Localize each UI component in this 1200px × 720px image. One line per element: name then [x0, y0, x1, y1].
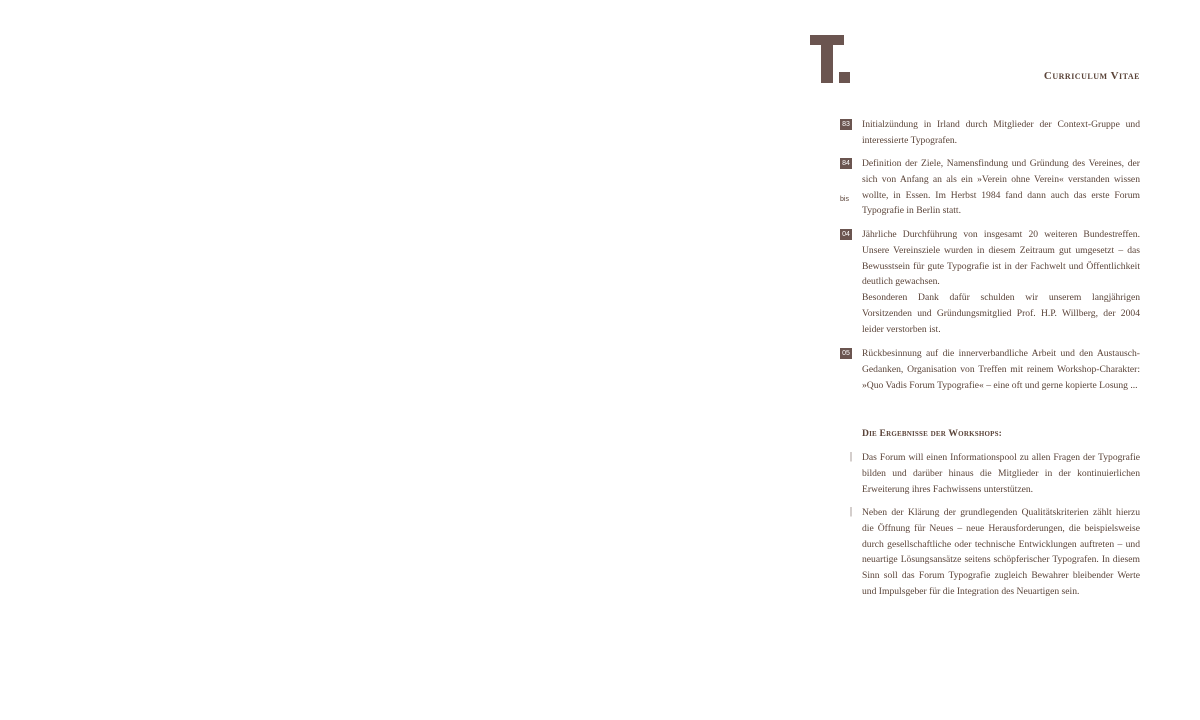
bullet-mark: |	[850, 506, 853, 517]
results-heading: Die Ergebnisse der Workshops:	[862, 428, 1003, 439]
timeline-text-continued: Besonderen Dank dafür schulden wir unserem langjährigen Vorsitzenden und Gründungsmitglied Prof. H.P. Willberg, der 2004 leider verstorben ist.	[862, 292, 1140, 335]
timeline-text: Initialzündung in Irland durch Mitglieder der Context-Gruppe und interessierte Typografen.	[862, 119, 1140, 146]
year-badge-83: 83	[840, 119, 852, 130]
bullet-mark: |	[850, 451, 853, 462]
timeline-entry-04	[862, 227, 1140, 338]
timeline-text: Jährliche Durchführung von insgesamt 20 weiteren Bundestreffen. Unsere Vereinsziele wurden in diesem Zeitraum gut umgesetzt – das Bewusstsein für gute Typografie ist in der Fachwelt und Öffentlichkeit deutlich gewachsen.	[862, 229, 1140, 288]
results-item-text: Neben der Klärung der grundlegenden Qualitätskriterien zählt hierzu die Öffnung für Neues – neue Herausforderungen, die beispielsweise durch gesellschaftliche oder technische Entwicklungen auftreten – und neuartige Lösungsansätze seitens schöpferischer Typografen. In diesem Sinn soll das Forum Typografie zugleich Bewahrer bleibender Werte und Impulsgeber für die Integration des Neuartigen sein.	[862, 507, 1140, 597]
results-item	[862, 450, 1140, 497]
results-item	[862, 505, 1140, 600]
timeline-text: Definition der Ziele, Namensfindung und Gründung des Vereines, der sich von Anfang an als ein »Verein ohne Verein« verstanden wissen wollte, in Essen. Im Herbst 1984 fand dann auch das erste Forum Typografie in Berlin statt.	[862, 158, 1140, 217]
page-title: Curriculum Vitae	[1043, 70, 1140, 82]
timeline-entry-84	[862, 156, 1140, 219]
year-badge-84: 84	[840, 158, 852, 169]
year-badge-04: 04	[840, 229, 852, 240]
timeline-entry-83	[862, 117, 1140, 149]
forum-typografie-logo	[810, 35, 854, 83]
year-badge-05: 05	[840, 348, 852, 359]
results-item-text: Das Forum will einen Informationspool zu allen Fragen der Typografie bilden und darüber hinaus die Mitglieder in der kontinuierlichen Erweiterung ihres Fachwissens unterstützen.	[862, 452, 1140, 495]
range-label-bis: bis	[840, 196, 849, 203]
timeline-text: Rückbesinnung auf die innerverbandliche Arbeit und den Austausch-Gedanken, Organisation von Treffen mit reinem Workshop-Charakter: »Quo Vadis Forum Typografie« – eine oft und gerne kopierte Losung ...	[862, 348, 1140, 391]
timeline-entry-05	[862, 346, 1140, 393]
logo-mark	[810, 35, 854, 83]
